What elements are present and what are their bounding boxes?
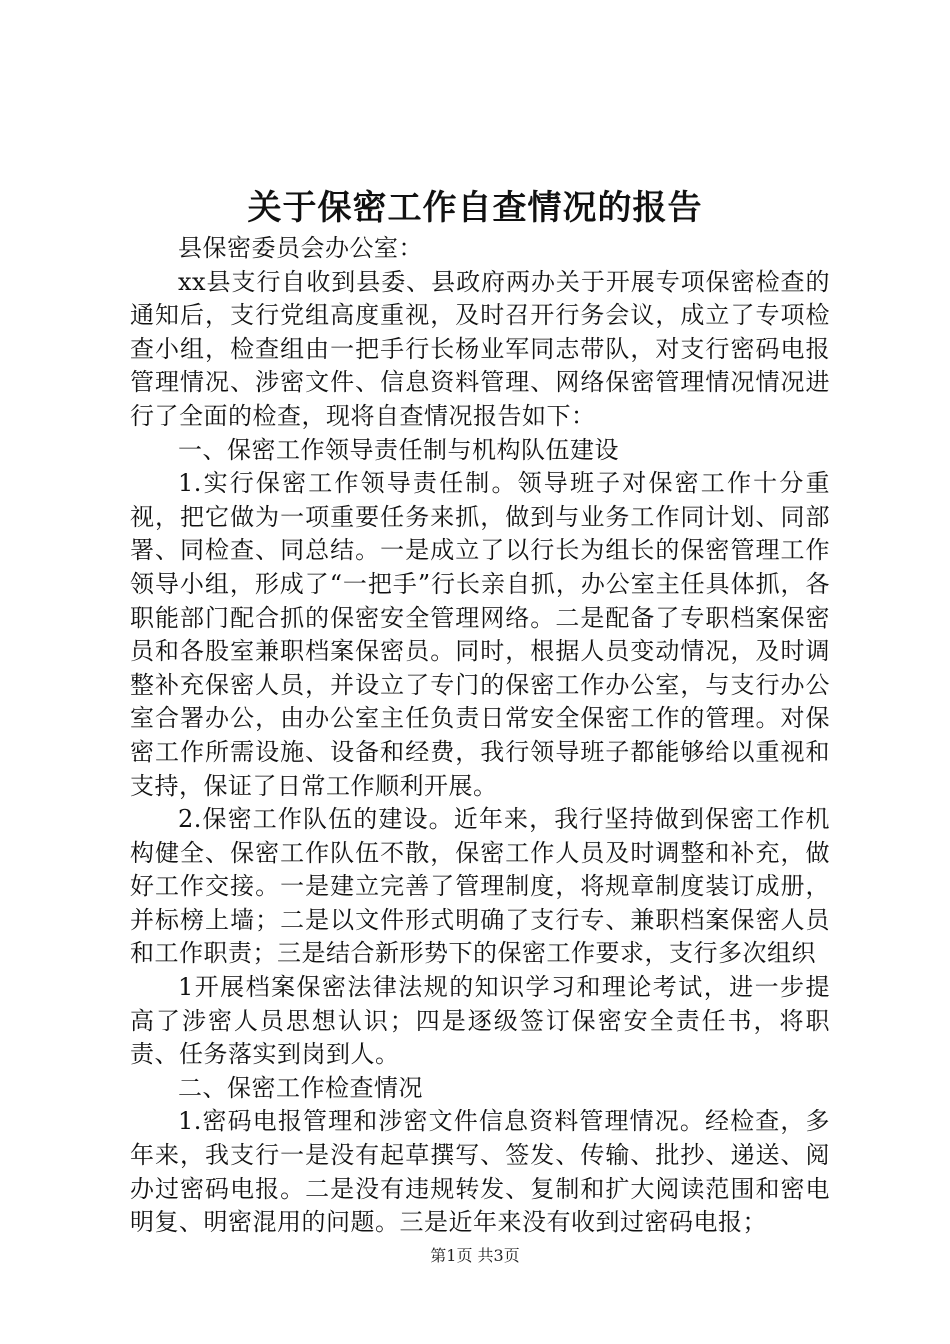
document-title: 关于保密工作自查情况的报告: [247, 188, 703, 228]
section-heading-2: 二、保密工作检查情况: [178, 1073, 423, 1102]
intro-paragraph: xx县支行自收到县委、县政府两办关于开展专项保密检查的通知后，支行党组高度重视，及时召开行务会议，成立了专项检查小组，检查组由一把手行长杨业军同志带队，对支行密码电报管理情况、涉密文件、信息资料管理、网络保密管理情况情况进行了全面的检查，现将自查情况报告如下：: [130, 267, 830, 430]
salutation: 县保密委员会办公室：: [178, 234, 423, 262]
document-body: [130, 232, 830, 1240]
body-paragraph: 1.实行保密工作领导责任制。领导班子对保密工作十分重视，把它做为一项重要任务来抓，做到与业务工作同计划、同部署、同检查、同总结。一是成立了以行长为组长的保密管理工作领导小组，形成了“一把手”行长亲自抓，办公室主任具体抓，各职能部门配合抓的保密安全管理网络。二是配备了专职档案保密员和各股室兼职档案保密员。同时，根据人员变动情况，及时调整补充保密人员，并设立了专门的保密工作办公室，与支行办公室合署办公，由办公室主任负责日常安全保密工作的管理。对保密工作所需设施、设备和经费，我行领导班子都能够给以重视和支持，保证了日常工作顺利开展。: [130, 469, 830, 800]
body-paragraph: 1开展档案保密法律法规的知识学习和理论考试，进一步提高了涉密人员思想认识；四是逐级签订保密安全责任书，将职责、任务落实到岗到人。: [130, 973, 830, 1069]
body-paragraph: 2.保密工作队伍的建设。近年来，我行坚持做到保密工作机构健全、保密工作队伍不散，保密工作人员及时调整和补充，做好工作交接。一是建立完善了管理制度，将规章制度装订成册，并标榜上墙；二是以文件形式明确了支行专、兼职档案保密人员和工作职责；三是结合新形势下的保密工作要求，支行多次组织: [130, 805, 830, 968]
body-paragraph: 1.密码电报管理和涉密文件信息资料管理情况。经检查，多年来，我支行一是没有起草撰写、签发、传输、批抄、递送、阅办过密码电报。二是没有违规转发、复制和扩大阅读范围和密电明复、明密混用的问题。三是近年来没有收到过密码电报；: [130, 1107, 830, 1237]
page-footer: 第1页 共3页: [430, 1246, 520, 1265]
section-heading-1: 一、保密工作领导责任制与机构队伍建设: [178, 435, 619, 464]
